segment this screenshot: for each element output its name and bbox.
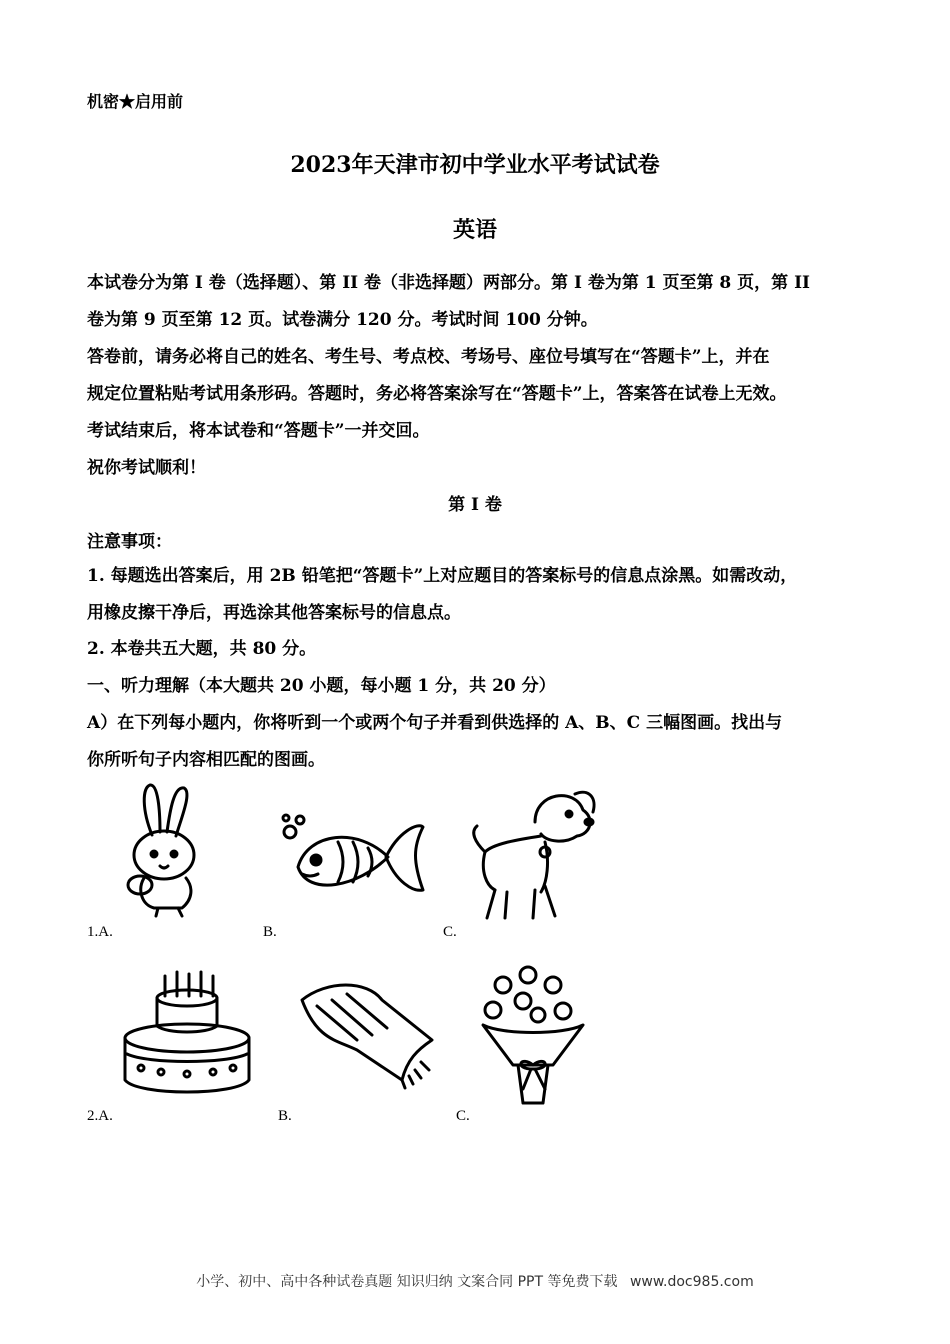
note-item: 用橡皮擦干净后，再选涂其他答案标号的信息点。 [87, 603, 461, 623]
fish-icon [278, 812, 428, 902]
secret-mark: 机密★启用前 [87, 92, 184, 111]
intro-line: 卷为第 9 页至第 12 页。试卷满分 120 分。考试时间 100 分钟。 [87, 310, 598, 330]
intro-line: 祝你考试顺利！ [87, 458, 206, 478]
intro-line: 考试结束后，将本试卷和“答题卡”一并交回。 [87, 421, 430, 441]
bouquet-icon [473, 965, 593, 1105]
part1-instruction: 你所听句子内容相匹配的图画。 [87, 750, 325, 770]
option-label: C. [456, 1108, 470, 1124]
footer-text: 小学、初中、高中各种试卷真题 知识归纳 文案合同 PPT 等免费下载 [196, 1274, 618, 1290]
intro-line: 本试卷分为第 I 卷（选择题）、第 II 卷（非选择题）两部分。第 I 卷为第 1 页至第 8 页，第 II [87, 273, 810, 293]
section-label: 第 I 卷 [448, 495, 502, 515]
subject-title: 英语 [452, 217, 497, 243]
option-label: 1.A. [87, 924, 113, 940]
note-item: 2. 本卷共五大题，共 80 分。 [87, 639, 317, 659]
page-title: 2023年天津市初中学业水平考试试卷 [290, 152, 660, 178]
option-label: C. [443, 924, 457, 940]
cake-icon [117, 968, 257, 1100]
option-label: B. [263, 924, 277, 940]
scarf-icon [297, 980, 437, 1090]
option-label: B. [278, 1108, 292, 1124]
intro-line: 答卷前，请务必将自己的姓名、考生号、考点校、考场号、座位号填写在“答题卡”上，并在 [87, 347, 770, 367]
option-label: 2.A. [87, 1108, 113, 1124]
note-item: 1. 每题选出答案后，用 2B 铅笔把“答题卡”上对应题目的答案标号的信息点涂黑。如需改动， [87, 566, 798, 586]
notes-heading: 注意事项： [87, 532, 172, 552]
rabbit-icon [112, 780, 212, 920]
part1-instruction: A）在下列每小题内，你将听到一个或两个句子并看到供选择的 A、B、C 三幅图画。找出与 [87, 713, 783, 733]
footer [0, 1271, 950, 1291]
dog-icon [465, 782, 605, 922]
part1-heading: 一、听力理解（本大题共 20 小题，每小题 1 分，共 20 分） [87, 676, 556, 696]
footer-link[interactable]: www.doc985.com [629, 1274, 754, 1290]
intro-line: 规定位置粘贴考试用条形码。答题时，务必将答案涂写在“答题卡”上，答案答在试卷上无效。 [87, 384, 787, 404]
